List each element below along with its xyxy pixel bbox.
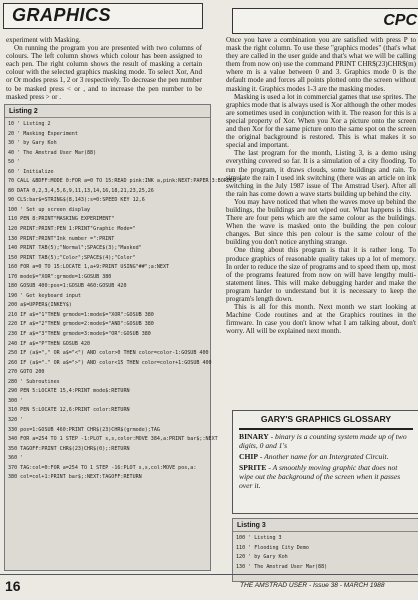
code-line: 210 IF a$="1"THEN grmode=1:mode$="XOR":GOSUB 380	[8, 311, 154, 318]
code-line: 110 PEN 8:PRINT"MASKING EXPERIMENT"	[8, 216, 115, 223]
left-column-text	[6, 36, 202, 101]
section-header-left	[3, 3, 203, 29]
glossary-item	[233, 450, 418, 461]
paragraph: On running the program you are presented with two columns of colours. The left column shows which colour has been assigned to each pen. The right column shows the result of masking a certain colour with the selected graphics masking mode. To select Xor, And or Or modes press 1, 2 or 3 respectively. To decrease the pen number to be masked press < or , and to increase the pen number to be masked press > or .	[6, 44, 202, 101]
code-line: 100 ' Set up screen display	[8, 206, 91, 213]
code-line: 50 '	[8, 159, 21, 166]
code-line: 110 ' Flooding City Demo	[236, 544, 309, 551]
code-line: 280 ' Subroutines	[8, 378, 60, 385]
page-header	[0, 0, 418, 34]
code-line: 320 '	[8, 416, 24, 423]
code-line: 200 a$=UPPER$(INKEY$)	[8, 302, 72, 309]
code-block	[233, 532, 418, 574]
glossary-box	[232, 410, 418, 514]
section-header-right	[232, 8, 418, 34]
code-line: 380 col=col+1:PRINT bar$;:NEXT:TAGOFF:RETURN	[8, 474, 142, 481]
code-line: 190 ' Get keyboard input	[8, 292, 81, 299]
code-line: 340 FOR a=254 TO 1 STEP -1:PLOT s,s,color:MOVE 384,a:PRINT bar$;:NEXT	[8, 436, 218, 443]
code-line: 130 PRINT:PRINT"Ink number =":PRINT	[8, 235, 115, 242]
code-line: 90 CLS:bar$=STRING$(8,143):s=0:SPEED KEY 12,6	[8, 197, 145, 204]
code-block	[5, 118, 242, 485]
section-title: GRAPHICS	[12, 5, 112, 25]
glossary-item	[233, 430, 418, 450]
code-line: 360 '	[8, 455, 24, 462]
code-line: 350 TAGOFF:PRINT CHR$(23)CHR$(0);:RETURN	[8, 445, 130, 452]
footer-rule	[0, 574, 418, 575]
glossary-title: GARY'S GRAPHICS GLOSSARY	[239, 411, 413, 430]
glossary-definition: - A smoothly moving graphic that does not wipe out the background of the screen when it passes over it.	[239, 463, 401, 490]
glossary-term: SPRITE	[239, 463, 267, 472]
right-column-text	[226, 36, 416, 335]
paragraph: Masking is used a lot in commercial games that use sprites. The graphics mode that is always used is Xor although the other modes are sometimes used in conjunction with it. The reason for this is a special property of Xor. When you Xor a picture onto the screen and then Xor for the same picture onto the same spot on the screen the original background is restored. This is what makes it so special and important.	[226, 92, 416, 150]
glossary-term: BINARY	[239, 432, 269, 441]
glossary-item	[233, 461, 418, 490]
glossary-term: CHIP	[239, 452, 258, 461]
listing-3-box	[232, 518, 418, 582]
code-line: 150 PRINT TAB(5);"Color";SPACE$(4);"Color"	[8, 254, 136, 261]
code-line: 60 ' Initialize	[8, 168, 54, 175]
code-line: 180 GOSUB 400:pos=1:GOSUB 460:GOSUB 420	[8, 283, 127, 290]
code-line: 170 mode$="XOR":grmode=1:GOSUB 380	[8, 273, 112, 280]
glossary-definition: - Another name for an Intergrated Circuit.	[257, 452, 389, 461]
paragraph: The last program for the month, Listing 3, is a demo using everything covered so far. It is a simulation of a city flooding. To run the program, it draws clouds, some buildings and rain. To simulate the rain I used ink switching (there was an article on ink switching in the July 1987 issue of The Amstrad User). After all the rain has come down a wave starts building up behind the city.	[226, 149, 416, 198]
listing-title: Listing 3	[233, 519, 418, 532]
code-line: 100 ' Listing 3	[236, 535, 282, 541]
code-line: 10 ' Listing 2	[8, 121, 51, 127]
code-line: 290 PEN 5:LOCATE 15,4:PRINT mode$:RETURN	[8, 388, 130, 395]
code-line: 370 TAG:col=0:FOR a=254 TO 1 STEP -16:PLOT s,s,col:MOVE pos,a:	[8, 464, 197, 471]
code-line: 330 pos=1:GOSUB 460:PRINT CHR$(23)CHR$(grmode);TAG	[8, 426, 160, 433]
code-line: 230 IF a$="3"THEN grmode=3:mode$="OR":GOSUB 380	[8, 331, 151, 338]
code-line: 270 GOTO 200	[8, 369, 45, 376]
code-line: 140 PRINT TAB(5);"Normal";SPACE$(3);"Masked"	[8, 245, 142, 252]
paragraph: One thing about this program is that it is rather long. To produce graphics of reasonable quality takes up a lot of memory. In order to reduce the size of programs and to speed them up, most of the programs featured from now on will have lengthy multi-statement lines. This will make debugging harder and make the program harder to understand but it is necessary to keep the program's length down.	[226, 246, 416, 303]
section-title-right: CPC	[383, 12, 417, 29]
code-line: 70 CALL &BDFF:MODE 0:FOR a=0 TO 15:READ pink:INK a,pink:NEXT:PAPER 3:BORDER 3	[8, 178, 242, 185]
paragraph: You may have noticed that when the waves move up behind the buildings, the buildings are not wiped out. What happens is this. There are four pens which are the same colour as the buildings. When the wave is masked onto the building the pen colour changes. But since this pen colour is the same colour of the building you don't notice anything strange.	[226, 197, 416, 247]
code-line: 250 IF (a$="," OR a$="<") AND color>0 THEN color=color-1:GOSUB 400	[8, 350, 209, 357]
code-line: 20 ' Masking Experiment	[8, 130, 78, 137]
code-line: 130 ' The Amstrad User Mar(88)	[236, 563, 328, 570]
paragraph: Once you have a combination you are satisfied with press P to mask the right column. To use these "graphics modes" (that's what they are called in the user guide and that's what we will be calling them from now on) use the command PRINT CHR$(23)CHR$(m) where m is a value between 0 and 3. Graphics mode 0 is the default mode and forces all points plotted onto the screen without masking it. Graphics modes 1-3 are the masking modes.	[226, 36, 416, 93]
code-line: 40 ' The Amstrad User Mar(88)	[8, 149, 97, 156]
code-line: 310 PEN 5:LOCATE 12,6:PRINT color:RETURN	[8, 407, 130, 414]
paragraph: This is all for this month. Next month we start looking at Machine Code routines and at the Graphics routines in the firmware. In case you don't know what I am talking about, don't worry. All will be explained next month.	[226, 303, 416, 336]
code-line: 240 IF a$="P"THEN GOSUB 420	[8, 340, 91, 347]
page-number: 16	[5, 578, 21, 594]
code-line: 30 ' by Gary Koh	[8, 140, 57, 147]
code-line: 120 ' by Gary Koh	[236, 554, 288, 561]
issue-line: THE AMSTRAD USER - Issue 38 - MARCH 1988	[240, 582, 385, 589]
code-line: 300 '	[8, 397, 24, 404]
code-line: 120 PRINT:PRINT:PEN 1:PRINT"Graphic Mode="	[8, 226, 136, 233]
glossary-definition: - binary is a counting system made up of two digits, 0 and 1's	[239, 432, 407, 450]
paragraph: experiment with Masking.	[6, 36, 81, 44]
listing-title: Listing 2	[5, 105, 210, 118]
code-line: 160 FOR a=0 TO 15:LOCATE 1,a+9:PRINT USING"##";a:NEXT	[8, 264, 170, 271]
code-line: 80 DATA 0,2,3,4,5,6,9,11,13,14,16,18,21,23,25,26	[8, 187, 154, 194]
code-line: 220 IF a$="2"THEN grmode=2:mode$="AND":GOSUB 380	[8, 321, 154, 328]
code-line: 260 IF (a$="." OR a$=">") AND color<15 THEN color=color+1:GOSUB 400	[8, 359, 212, 366]
listing-2-box	[4, 104, 242, 571]
